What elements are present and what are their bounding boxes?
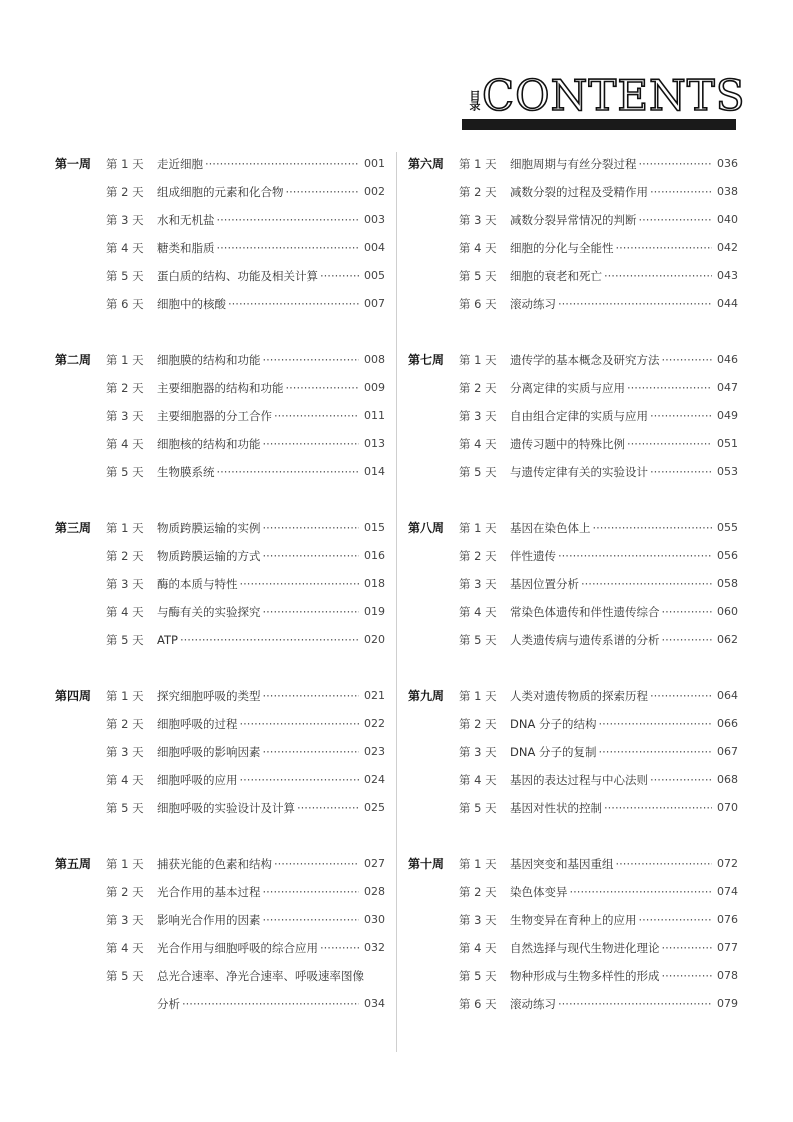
toc-page: 028 bbox=[364, 885, 385, 898]
toc-day: 第 5 天 bbox=[106, 465, 144, 479]
toc-entry[interactable] bbox=[106, 856, 385, 872]
toc-title: 分离定律的实质与应用 bbox=[510, 381, 625, 395]
toc-title: 基因的表达过程与中心法则 bbox=[510, 773, 648, 787]
toc-page: 005 bbox=[364, 269, 385, 282]
toc-entry[interactable] bbox=[459, 940, 738, 956]
toc-title-leader bbox=[157, 856, 359, 872]
toc-title: 影响光合作用的因素 bbox=[157, 913, 261, 927]
toc-page: 042 bbox=[717, 241, 738, 254]
toc-title: 遗传学的基本概念及研究方法 bbox=[510, 353, 660, 367]
toc-title: 走近细胞 bbox=[157, 157, 203, 171]
toc-day: 第 5 天 bbox=[106, 269, 144, 283]
toc-day: 第 1 天 bbox=[106, 521, 144, 535]
toc-day: 第 5 天 bbox=[459, 269, 497, 283]
toc-page: 020 bbox=[364, 633, 385, 646]
toc-page: 018 bbox=[364, 577, 385, 590]
toc-entry[interactable] bbox=[459, 604, 738, 620]
toc-day: 第 3 天 bbox=[106, 213, 144, 227]
week-label: 第九周 bbox=[408, 689, 445, 703]
toc-title-leader bbox=[510, 380, 712, 396]
toc-title-leader bbox=[510, 716, 712, 732]
toc-title-leader bbox=[157, 156, 359, 172]
toc-title: 生物变异在育种上的应用 bbox=[510, 913, 637, 927]
toc-title: 物质跨膜运输的方式 bbox=[157, 549, 261, 563]
toc-page: 047 bbox=[717, 381, 738, 394]
toc-day: 第 4 天 bbox=[459, 605, 497, 619]
week-label: 第五周 bbox=[55, 857, 92, 871]
toc-entry[interactable] bbox=[459, 800, 738, 816]
toc-title-leader bbox=[157, 296, 359, 312]
toc-title-leader bbox=[510, 436, 712, 452]
toc-page: 025 bbox=[364, 801, 385, 814]
toc-title: DNA 分子的结构 bbox=[510, 717, 597, 731]
toc-title-leader bbox=[510, 744, 712, 760]
toc-title: 人类遗传病与遗传系谱的分析 bbox=[510, 633, 660, 647]
toc-day: 第 6 天 bbox=[106, 297, 144, 311]
toc-page: 002 bbox=[364, 185, 385, 198]
toc-page: 038 bbox=[717, 185, 738, 198]
toc-title: 与酶有关的实验探究 bbox=[157, 605, 261, 619]
toc-title-leader bbox=[510, 884, 712, 900]
toc-entry[interactable] bbox=[459, 408, 738, 424]
contents-title: CONTENTS bbox=[482, 71, 746, 120]
toc-title-leader bbox=[157, 996, 359, 1012]
toc-page: 060 bbox=[717, 605, 738, 618]
toc-page: 003 bbox=[364, 213, 385, 226]
toc-title: 常染色体遗传和伴性遗传综合 bbox=[510, 605, 660, 619]
toc-page: 007 bbox=[364, 297, 385, 310]
toc-entry[interactable] bbox=[106, 352, 385, 368]
toc-title: 水和无机盐 bbox=[157, 213, 215, 227]
toc-title-leader bbox=[157, 464, 359, 480]
toc-title: 自然选择与现代生物进化理论 bbox=[510, 941, 660, 955]
toc-day: 第 3 天 bbox=[459, 913, 497, 927]
toc-title-leader bbox=[157, 604, 359, 620]
toc-title-leader bbox=[157, 968, 385, 984]
toc-day: 第 2 天 bbox=[106, 549, 144, 563]
toc-title: 基因突变和基因重组 bbox=[510, 857, 614, 871]
toc-entry[interactable] bbox=[106, 716, 385, 732]
toc-page: 013 bbox=[364, 437, 385, 450]
toc-entry[interactable] bbox=[106, 884, 385, 900]
toc-page: 055 bbox=[717, 521, 738, 534]
toc-title-leader bbox=[157, 436, 359, 452]
toc-title: 酶的本质与特性 bbox=[157, 577, 238, 591]
toc-entry[interactable] bbox=[106, 772, 385, 788]
toc-entry[interactable] bbox=[106, 688, 385, 704]
toc-title-leader bbox=[157, 520, 359, 536]
toc-title: 主要细胞器的分工合作 bbox=[157, 409, 272, 423]
toc-title-leader bbox=[510, 268, 712, 284]
toc-page: 034 bbox=[364, 997, 385, 1010]
toc-day: 第 1 天 bbox=[106, 857, 144, 871]
toc-title: 光合作用的基本过程 bbox=[157, 885, 261, 899]
toc-page: 056 bbox=[717, 549, 738, 562]
toc-entry[interactable] bbox=[106, 184, 385, 200]
toc-title-leader bbox=[510, 912, 712, 928]
toc-title: 细胞中的核酸 bbox=[157, 297, 226, 311]
toc-entry[interactable] bbox=[106, 240, 385, 256]
toc-entry[interactable] bbox=[106, 576, 385, 592]
toc-title: 蛋白质的结构、功能及相关计算 bbox=[157, 269, 318, 283]
toc-page: 043 bbox=[717, 269, 738, 282]
toc-title-leader bbox=[510, 772, 712, 788]
toc-day: 第 5 天 bbox=[459, 969, 497, 983]
toc-title: 组成细胞的元素和化合物 bbox=[157, 185, 284, 199]
toc-title-leader bbox=[157, 716, 359, 732]
toc-entry[interactable] bbox=[459, 884, 738, 900]
toc-entry[interactable] bbox=[459, 464, 738, 480]
toc-page: 076 bbox=[717, 913, 738, 926]
toc-title-leader bbox=[510, 968, 712, 984]
toc-day: 第 1 天 bbox=[459, 521, 497, 535]
toc-title-leader bbox=[510, 632, 712, 648]
toc-entry[interactable] bbox=[459, 576, 738, 592]
toc-title: 细胞核的结构和功能 bbox=[157, 437, 261, 451]
toc-day: 第 5 天 bbox=[106, 969, 144, 983]
toc-day: 第 2 天 bbox=[106, 717, 144, 731]
toc-day: 第 4 天 bbox=[459, 437, 497, 451]
toc-page: 015 bbox=[364, 521, 385, 534]
toc-day: 第 3 天 bbox=[106, 409, 144, 423]
toc-title-leader bbox=[157, 240, 359, 256]
toc-entry[interactable] bbox=[106, 380, 385, 396]
toc-page: 019 bbox=[364, 605, 385, 618]
toc-title-leader bbox=[510, 520, 712, 536]
toc-day: 第 1 天 bbox=[106, 689, 144, 703]
toc-entry[interactable] bbox=[459, 744, 738, 760]
toc-entry[interactable] bbox=[459, 772, 738, 788]
toc-title-leader bbox=[510, 604, 712, 620]
toc-title: 减数分裂的过程及受精作用 bbox=[510, 185, 648, 199]
toc-title: 与遗传定律有关的实验设计 bbox=[510, 465, 648, 479]
toc-title-leader bbox=[157, 548, 359, 564]
toc-title-leader bbox=[510, 996, 712, 1012]
toc-title: 滚动练习 bbox=[510, 997, 556, 1011]
toc-page: 032 bbox=[364, 941, 385, 954]
toc-title-leader bbox=[157, 268, 359, 284]
toc-day: 第 2 天 bbox=[106, 381, 144, 395]
toc-day: 第 2 天 bbox=[459, 717, 497, 731]
toc-day: 第 1 天 bbox=[459, 689, 497, 703]
toc-day: 第 4 天 bbox=[459, 941, 497, 955]
toc-page: 014 bbox=[364, 465, 385, 478]
toc-page: 074 bbox=[717, 885, 738, 898]
toc-page: 067 bbox=[717, 745, 738, 758]
toc-day: 第 6 天 bbox=[459, 297, 497, 311]
toc-day: 第 2 天 bbox=[459, 381, 497, 395]
toc-entry[interactable] bbox=[106, 800, 385, 816]
toc-day: 第 2 天 bbox=[459, 549, 497, 563]
toc-title: 滚动练习 bbox=[510, 297, 556, 311]
toc-entry[interactable] bbox=[459, 156, 738, 172]
toc-page: 077 bbox=[717, 941, 738, 954]
toc-day: 第 2 天 bbox=[106, 185, 144, 199]
toc-title-leader bbox=[510, 184, 712, 200]
toc-entry[interactable] bbox=[106, 604, 385, 620]
toc-entry[interactable] bbox=[106, 156, 385, 172]
toc-day: 第 5 天 bbox=[106, 633, 144, 647]
toc-entry[interactable] bbox=[459, 968, 738, 984]
toc-title: 伴性遗传 bbox=[510, 549, 556, 563]
toc-entry[interactable] bbox=[459, 688, 738, 704]
toc-page: 030 bbox=[364, 913, 385, 926]
toc-page: 053 bbox=[717, 465, 738, 478]
toc-page: 049 bbox=[717, 409, 738, 422]
toc-day: 第 5 天 bbox=[459, 465, 497, 479]
week-label: 第八周 bbox=[408, 521, 445, 535]
toc-entry[interactable] bbox=[459, 632, 738, 648]
week-label: 第六周 bbox=[408, 157, 445, 171]
toc-page: 036 bbox=[717, 157, 738, 170]
toc-day: 第 2 天 bbox=[106, 885, 144, 899]
toc-entry[interactable] bbox=[459, 716, 738, 732]
toc-entry[interactable] bbox=[459, 996, 738, 1012]
column-divider bbox=[396, 152, 397, 1052]
toc-day: 第 6 天 bbox=[459, 997, 497, 1011]
toc-page: 051 bbox=[717, 437, 738, 450]
toc-title-leader bbox=[157, 184, 359, 200]
week-label: 第十周 bbox=[408, 857, 445, 871]
toc-page: 011 bbox=[364, 409, 385, 422]
toc-title-leader bbox=[157, 352, 359, 368]
toc-day: 第 3 天 bbox=[106, 577, 144, 591]
toc-entry[interactable] bbox=[459, 240, 738, 256]
contents-header bbox=[0, 0, 793, 150]
toc-title-leader bbox=[157, 576, 359, 592]
toc-title-leader bbox=[510, 856, 712, 872]
toc-day: 第 4 天 bbox=[106, 941, 144, 955]
toc-entry[interactable] bbox=[459, 352, 738, 368]
toc-title-leader bbox=[510, 576, 712, 592]
toc-page: 044 bbox=[717, 297, 738, 310]
toc-entry[interactable] bbox=[459, 912, 738, 928]
toc-entry[interactable] bbox=[106, 268, 385, 284]
toc-page: 008 bbox=[364, 353, 385, 366]
toc-page: 070 bbox=[717, 801, 738, 814]
toc-entry[interactable] bbox=[459, 184, 738, 200]
week-label: 第七周 bbox=[408, 353, 445, 367]
toc-title: 细胞膜的结构和功能 bbox=[157, 353, 261, 367]
toc-page: 072 bbox=[717, 857, 738, 870]
toc-entry[interactable] bbox=[459, 436, 738, 452]
week-label: 第四周 bbox=[55, 689, 92, 703]
toc-day: 第 2 天 bbox=[459, 185, 497, 199]
toc-entry[interactable] bbox=[459, 548, 738, 564]
toc-title-leader bbox=[157, 212, 359, 228]
toc-title: 分析 bbox=[157, 997, 180, 1011]
toc-page: 079 bbox=[717, 997, 738, 1010]
toc-entry[interactable] bbox=[106, 940, 385, 956]
toc-title-leader bbox=[510, 296, 712, 312]
toc-entry[interactable] bbox=[459, 268, 738, 284]
toc-title: ATP bbox=[157, 633, 178, 647]
toc-title: 细胞的衰老和死亡 bbox=[510, 269, 602, 283]
toc-title-leader bbox=[157, 408, 359, 424]
toc-title: 生物膜系统 bbox=[157, 465, 215, 479]
toc-entry[interactable] bbox=[106, 408, 385, 424]
toc-entry[interactable] bbox=[106, 296, 385, 312]
toc-title: 细胞呼吸的过程 bbox=[157, 717, 238, 731]
toc-day: 第 4 天 bbox=[459, 241, 497, 255]
toc-title-leader bbox=[157, 688, 359, 704]
toc-title: 细胞呼吸的应用 bbox=[157, 773, 238, 787]
toc-title: 基因对性状的控制 bbox=[510, 801, 602, 815]
toc-day: 第 3 天 bbox=[459, 745, 497, 759]
toc-page: 024 bbox=[364, 773, 385, 786]
toc-day: 第 3 天 bbox=[459, 213, 497, 227]
toc-entry[interactable] bbox=[459, 520, 738, 536]
toc-page: 004 bbox=[364, 241, 385, 254]
toc-day: 第 4 天 bbox=[106, 773, 144, 787]
toc-day: 第 4 天 bbox=[106, 241, 144, 255]
toc-title: 基因位置分析 bbox=[510, 577, 579, 591]
toc-title-leader bbox=[510, 940, 712, 956]
toc-day: 第 4 天 bbox=[459, 773, 497, 787]
toc-title: 遗传习题中的特殊比例 bbox=[510, 437, 625, 451]
toc-day: 第 5 天 bbox=[459, 801, 497, 815]
toc-entry[interactable] bbox=[459, 212, 738, 228]
toc-entry[interactable] bbox=[106, 436, 385, 452]
toc-title: 人类对遗传物质的探索历程 bbox=[510, 689, 648, 703]
toc-entry[interactable] bbox=[106, 996, 385, 1012]
header-bar bbox=[462, 119, 736, 130]
toc-title-leader bbox=[510, 240, 712, 256]
toc-title-leader bbox=[157, 772, 359, 788]
toc-title: 基因在染色体上 bbox=[510, 521, 591, 535]
toc-day: 第 4 天 bbox=[106, 605, 144, 619]
toc-title: 光合作用与细胞呼吸的综合应用 bbox=[157, 941, 318, 955]
toc-title: DNA 分子的复制 bbox=[510, 745, 597, 759]
toc-entry[interactable] bbox=[106, 464, 385, 480]
toc-day: 第 1 天 bbox=[459, 353, 497, 367]
toc-entry[interactable] bbox=[106, 968, 385, 984]
toc-title: 细胞周期与有丝分裂过程 bbox=[510, 157, 637, 171]
toc-day: 第 1 天 bbox=[106, 353, 144, 367]
toc-entry[interactable] bbox=[106, 548, 385, 564]
toc-day: 第 3 天 bbox=[459, 409, 497, 423]
toc-page: 022 bbox=[364, 717, 385, 730]
toc-title-leader bbox=[510, 464, 712, 480]
toc-entry[interactable] bbox=[459, 380, 738, 396]
toc-title: 探究细胞呼吸的类型 bbox=[157, 689, 261, 703]
toc-title-leader bbox=[157, 380, 359, 396]
toc-title: 细胞呼吸的影响因素 bbox=[157, 745, 261, 759]
toc-title: 自由组合定律的实质与应用 bbox=[510, 409, 648, 423]
toc-title: 染色体变异 bbox=[510, 885, 568, 899]
toc-title-leader bbox=[157, 912, 359, 928]
toc-day: 第 3 天 bbox=[106, 913, 144, 927]
toc-title-leader bbox=[157, 940, 359, 956]
week-label: 第一周 bbox=[55, 157, 92, 171]
toc-title-leader bbox=[157, 884, 359, 900]
toc-title-leader bbox=[157, 800, 359, 816]
toc-page: 066 bbox=[717, 717, 738, 730]
toc-title-leader bbox=[510, 548, 712, 564]
toc-entry[interactable] bbox=[459, 856, 738, 872]
toc-page: 058 bbox=[717, 577, 738, 590]
mulu-label: 目录 bbox=[468, 90, 481, 110]
toc-title: 细胞的分化与全能性 bbox=[510, 241, 614, 255]
toc-day: 第 1 天 bbox=[459, 857, 497, 871]
toc-day: 第 5 天 bbox=[459, 633, 497, 647]
toc-title: 捕获光能的色素和结构 bbox=[157, 857, 272, 871]
toc-page: 064 bbox=[717, 689, 738, 702]
toc-title-leader bbox=[157, 744, 359, 760]
toc-page: 021 bbox=[364, 689, 385, 702]
toc-page: 001 bbox=[364, 157, 385, 170]
toc-page: 046 bbox=[717, 353, 738, 366]
toc-title-leader bbox=[510, 212, 712, 228]
toc-page: 027 bbox=[364, 857, 385, 870]
toc-title-leader bbox=[510, 408, 712, 424]
toc-page: 040 bbox=[717, 213, 738, 226]
toc-page: 016 bbox=[364, 549, 385, 562]
toc-title-leader bbox=[510, 352, 712, 368]
toc-day: 第 1 天 bbox=[106, 157, 144, 171]
toc-entry[interactable] bbox=[106, 212, 385, 228]
toc-entry[interactable] bbox=[106, 912, 385, 928]
toc-title: 减数分裂异常情况的判断 bbox=[510, 213, 637, 227]
toc-entry[interactable] bbox=[106, 520, 385, 536]
toc-day: 第 3 天 bbox=[459, 577, 497, 591]
toc-title-leader bbox=[510, 688, 712, 704]
toc-title: 物种形成与生物多样性的形成 bbox=[510, 969, 660, 983]
toc-day: 第 2 天 bbox=[459, 885, 497, 899]
toc-page: 023 bbox=[364, 745, 385, 758]
toc-entry[interactable] bbox=[106, 632, 385, 648]
toc-day: 第 4 天 bbox=[106, 437, 144, 451]
toc-entry[interactable] bbox=[459, 296, 738, 312]
toc-title-leader bbox=[510, 156, 712, 172]
toc-day: 第 5 天 bbox=[106, 801, 144, 815]
toc-page: 062 bbox=[717, 633, 738, 646]
toc-page: 009 bbox=[364, 381, 385, 394]
toc-entry[interactable] bbox=[106, 744, 385, 760]
toc-day: 第 1 天 bbox=[459, 157, 497, 171]
toc-page: 068 bbox=[717, 773, 738, 786]
toc-title-leader bbox=[157, 632, 359, 648]
toc-title: 总光合速率、净光合速率、呼吸速率图像 bbox=[157, 969, 364, 983]
toc-title-leader bbox=[510, 800, 712, 816]
toc-title: 主要细胞器的结构和功能 bbox=[157, 381, 284, 395]
toc-title: 细胞呼吸的实验设计及计算 bbox=[157, 801, 295, 815]
week-label: 第二周 bbox=[55, 353, 92, 367]
toc-title: 糖类和脂质 bbox=[157, 241, 215, 255]
week-label: 第三周 bbox=[55, 521, 92, 535]
toc-title: 物质跨膜运输的实例 bbox=[157, 521, 261, 535]
toc-page: 078 bbox=[717, 969, 738, 982]
toc-day: 第 3 天 bbox=[106, 745, 144, 759]
